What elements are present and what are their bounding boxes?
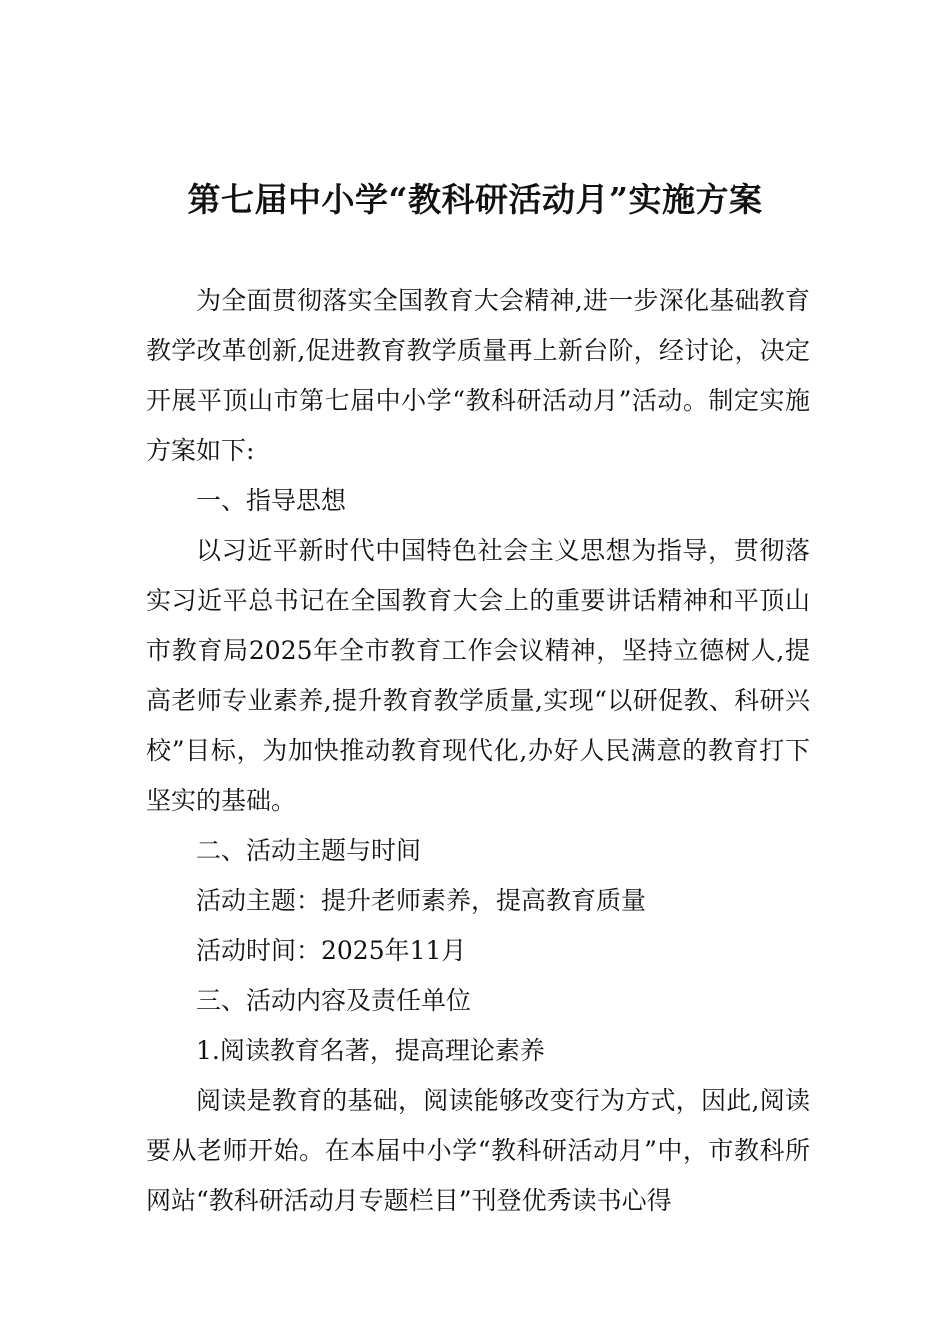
activity-time-line: 活动时间：2025年11月 — [196, 936, 467, 965]
reading-paragraph: 阅读是教育的基础，阅读能够改变行为方式，因此,阅读要从老师开始。在本届中小学“教科研活动月”中，市教科所网站“教科研活动月专题栏目”刊登优秀读书心得 — [146, 1086, 810, 1215]
document-body — [146, 276, 810, 1226]
section-heading-guiding-ideology: 一、指导思想 — [196, 486, 347, 515]
section-heading-content-and-units: 三、活动内容及责任单位 — [196, 986, 472, 1015]
document-title: 第七届中小学“教科研活动月”实施方案 — [187, 180, 763, 219]
section-heading-theme-and-time: 二、活动主题与时间 — [196, 836, 422, 865]
guiding-ideology-paragraph: 以习近平新时代中国特色社会主义思想为指导，贯彻落实习近平总书记在全国教育大会上的重要讲话精神和平顶山市教育局2025年全市教育工作会议精神，坚持立德树人,提高老师专业素养,提升教育教学质量,实现“以研促教、科研兴校”目标，为加快推动教育现代化,办好人民满意的教育打下坚实的基础。 — [146, 536, 810, 815]
intro-paragraph: 为全面贯彻落实全国教育大会精神,进一步深化基础教育教学改革创新,促进教育教学质量再上新台阶，经讨论，决定开展平顶山市第七届中小学“教科研活动月”活动。制定实施方案如下: — [146, 286, 810, 465]
subsection-heading-reading: 1.阅读教育名著，提高理论素养 — [196, 1036, 545, 1065]
activity-theme-line: 活动主题：提升老师素养，提高教育质量 — [196, 886, 647, 915]
